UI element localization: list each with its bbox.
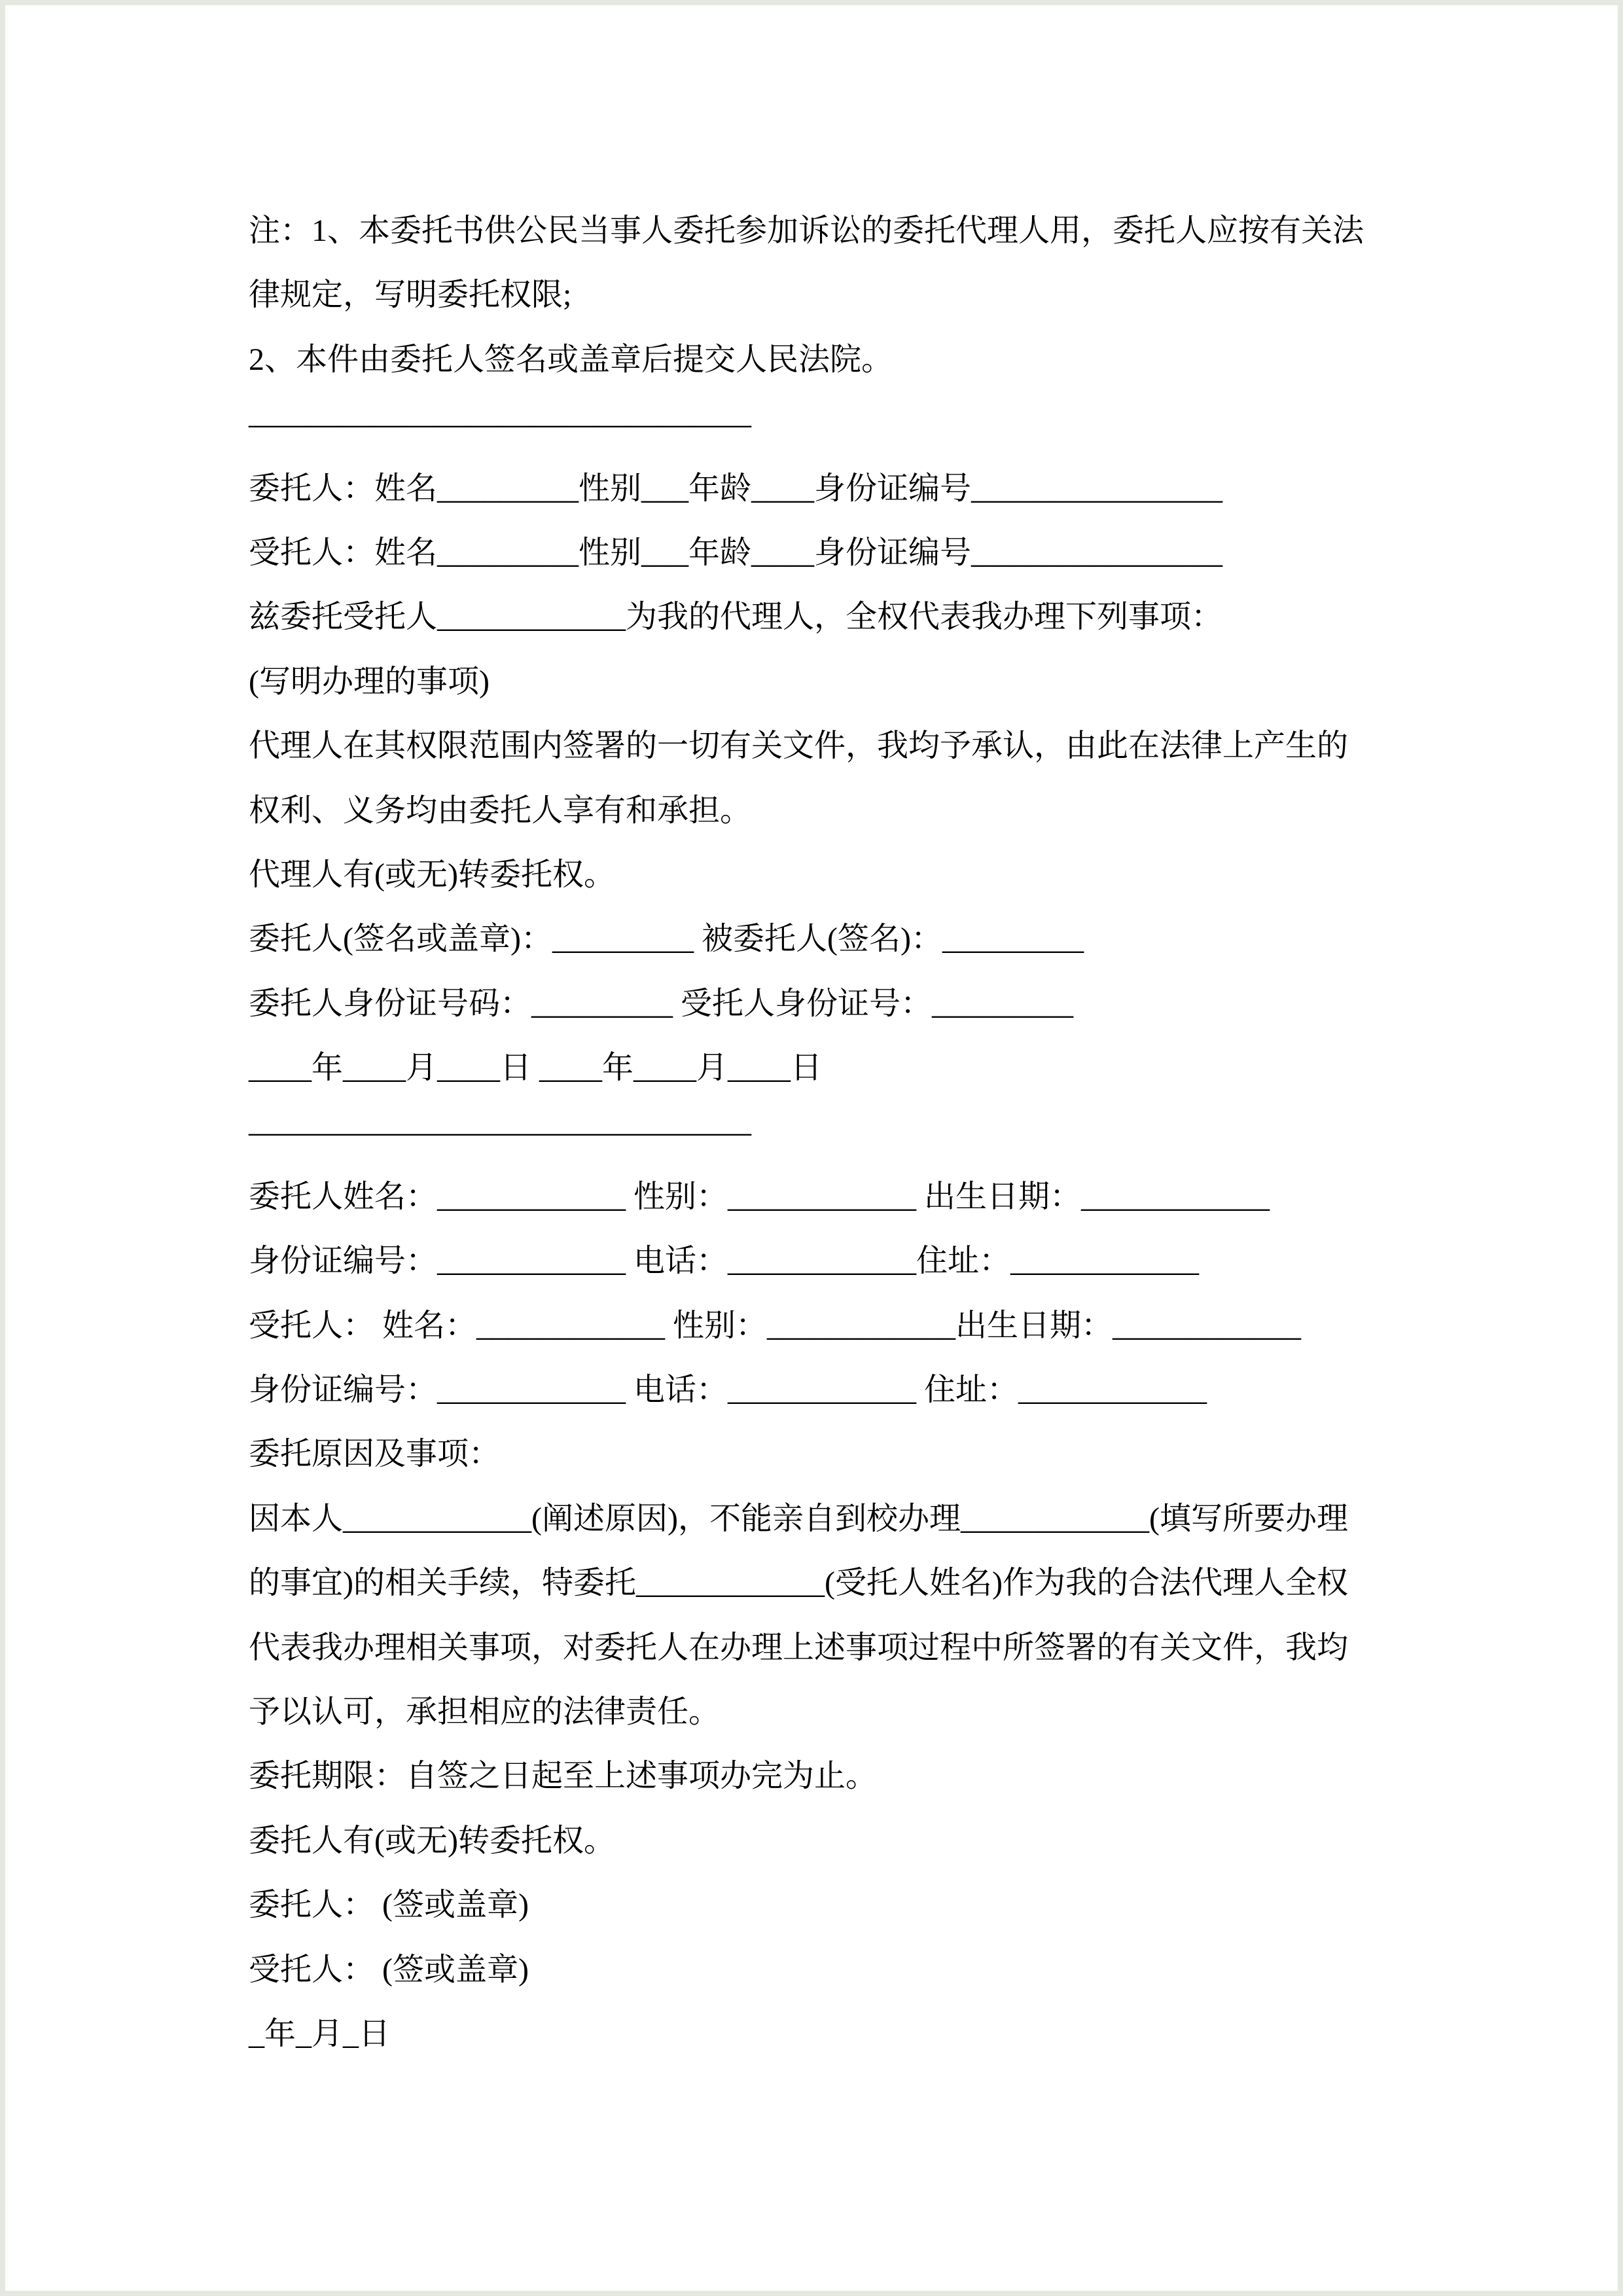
paragraph: 因本人____________(阐述原因)，不能亲自到校办理____________(填写所要办理的事宜)的相关手续，特委托____________(受托人姓名)作为我的合法代理人全权代表我办理相关事项，对委托人在办理上述事项过程中所签署的有关文件，我均予以认可，承担相应的法律责任。 xyxy=(249,1501,1349,1729)
paragraph: ____年____月____日 ____年____月____日 xyxy=(249,1050,823,1086)
paragraph: 兹委托受托人____________为我的代理人，全权代表我办理下列事项： xyxy=(249,600,1223,635)
paragraph: 委托人姓名：____________ 性别：____________ 出生日期：____________ xyxy=(249,1179,1270,1214)
paragraph: 代理人有(或无)转委托权。 xyxy=(249,857,615,892)
paragraph: 委托原因及事项： xyxy=(249,1437,501,1472)
paragraph: 委托期限：自签之日起至上述事项办完为止。 xyxy=(249,1759,878,1794)
paragraph: 身份证编号：____________ 电话：____________ 住址：____________ xyxy=(249,1372,1207,1408)
paragraph: 代理人在其权限范围内签署的一切有关文件，我均予承认，由此在法律上产生的权利、义务均由委托人享有和承担。 xyxy=(249,728,1349,828)
paragraph: 注：1、本委托书供公民当事人委托参加诉讼的委托代理人用，委托人应按有关法律规定，写明委托权限; xyxy=(249,213,1364,313)
paragraph: 受托人： (签或盖章) xyxy=(249,1952,529,1987)
paragraph: 委托人： (签或盖章) xyxy=(249,1888,529,1923)
paragraph: 委托人有(或无)转委托权。 xyxy=(249,1823,615,1858)
section-divider: ———————————————— xyxy=(249,1115,751,1150)
paragraph: 受托人：姓名_________性别___年龄____身份证编号________________ xyxy=(249,535,1223,570)
paragraph: 受托人： 姓名：____________ 性别：____________出生日期：____________ xyxy=(249,1308,1302,1343)
paragraph: 2、本件由委托人签名或盖章后提交人民法院。 xyxy=(249,342,893,377)
paragraph: (写明办理的事项) xyxy=(249,664,490,699)
paragraph: 委托人：姓名_________性别___年龄____身份证编号________________ xyxy=(249,471,1223,506)
section-divider: ———————————————— xyxy=(249,406,751,442)
paragraph: 身份证编号：____________ 电话：____________住址：____________ xyxy=(249,1244,1200,1279)
paragraph: 委托人(签名或盖章)：_________ 被委托人(签名)：_________ xyxy=(249,922,1084,957)
paragraph: _年_月_日 xyxy=(249,2016,391,2051)
paragraph: 委托人身份证号码：_________ 受托人身份证号：_________ xyxy=(249,986,1074,1021)
document-content xyxy=(5,5,1618,2066)
